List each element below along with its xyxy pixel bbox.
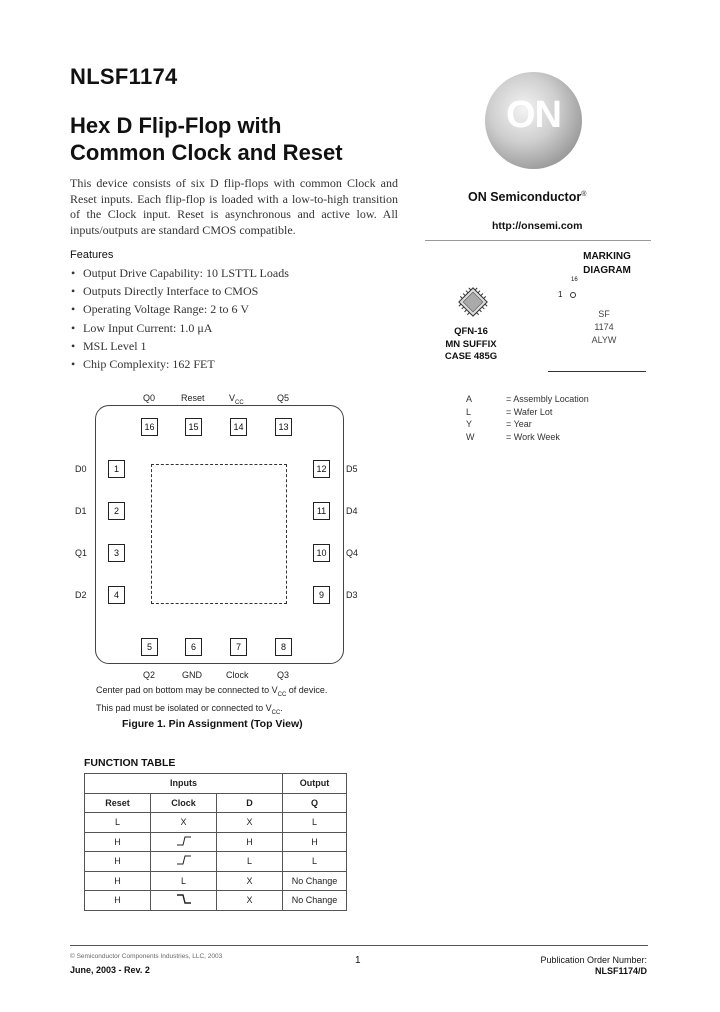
pin-8: 8 xyxy=(275,638,292,656)
table-row xyxy=(85,832,347,852)
pin-15: 15 xyxy=(185,418,202,436)
table-cell: No Change xyxy=(283,891,347,911)
table-cell: H xyxy=(217,832,283,852)
document-title-line2: Common Clock and Reset xyxy=(70,140,343,165)
legend-row: A = Assembly Location xyxy=(466,394,589,404)
legend-row: L = Wafer Lot xyxy=(466,406,553,417)
publication-label: Publication Order Number: xyxy=(540,955,647,965)
brand-url-link[interactable]: http://onsemi.com xyxy=(492,220,583,232)
table-cell: X xyxy=(217,871,283,891)
table-cell: H xyxy=(85,832,151,852)
table-column-header xyxy=(85,793,347,813)
column-header: Clock xyxy=(151,793,217,813)
divider xyxy=(548,371,646,372)
table-row xyxy=(85,813,347,833)
feature-item: • Outputs Directly Interface to CMOS xyxy=(71,284,259,299)
pin-label-bottom: Q2 xyxy=(143,670,156,680)
pin-label-right: D3 xyxy=(346,590,358,600)
table-cell: L xyxy=(151,871,217,891)
pin-5: 5 xyxy=(141,638,158,656)
feature-item: • Output Drive Capability: 10 LSTTL Loads xyxy=(71,266,289,280)
page-number: 1 xyxy=(355,955,361,966)
pin-label-bottom: GND xyxy=(182,670,202,680)
center-pad xyxy=(151,464,287,604)
on-logo-text: ON xyxy=(506,94,561,136)
table-cell: H xyxy=(85,891,151,911)
table-cell: L xyxy=(283,852,347,872)
table-cell: X xyxy=(217,891,283,911)
footer-divider xyxy=(70,945,648,946)
table-row xyxy=(85,891,347,911)
pin-label-right: D5 xyxy=(346,464,358,474)
pin1-indicator-icon xyxy=(570,292,576,298)
marking-text: SF 1174 ALYW xyxy=(591,309,617,345)
pin-label-bottom: Clock xyxy=(226,670,249,680)
table-cell: H xyxy=(85,852,151,872)
rising-edge-icon xyxy=(151,832,217,852)
features-heading: Features xyxy=(70,249,114,261)
table-cell: X xyxy=(217,813,283,833)
footer-copyright: © Semiconductor Components Industries, LLC, 2003 xyxy=(70,953,223,960)
pin-4: 4 xyxy=(108,586,125,604)
publication-number: NLSF1174/D xyxy=(594,966,647,976)
marking-legend xyxy=(466,393,589,443)
pin-6: 6 xyxy=(185,638,202,656)
pin-label-left: D1 xyxy=(75,506,87,516)
pin-14: 14 xyxy=(230,418,247,436)
package-info: QFN-16 MN SUFFIX CASE 485G xyxy=(444,326,498,362)
table-cell: L xyxy=(217,852,283,872)
feature-item: • Operating Voltage Range: 2 to 6 V xyxy=(71,302,249,317)
pin-label-bottom: Q3 xyxy=(277,670,290,680)
pin-7: 7 xyxy=(230,638,247,656)
intro-paragraph: This device consists of six D flip-flops with common Clock and Reset inputs. Each flip-flop is loaded with a low-to-high transition of the Clock input. Reset is asynchronous and active low. All inputs/outputs are standard CMOS compatible. xyxy=(70,176,398,237)
marking-pin16-label: 16 xyxy=(571,277,578,283)
feature-item: • Chip Complexity: 162 FET xyxy=(71,357,215,372)
feature-item: • Low Input Current: 1.0 μA xyxy=(71,320,213,335)
marking-diagram-heading: MARKING DIAGRAM xyxy=(583,251,631,276)
footer-date: June, 2003 - Rev. 2 xyxy=(70,965,150,975)
table-cell: No Change xyxy=(283,871,347,891)
pin-label-left: D2 xyxy=(75,590,87,600)
table-row xyxy=(85,871,347,891)
pin-label-top: Reset xyxy=(181,393,205,403)
pin-11: 11 xyxy=(313,502,330,520)
marking-pin1-label: 1 xyxy=(558,290,563,299)
falling-edge-icon xyxy=(151,891,217,911)
feature-list xyxy=(70,264,289,373)
legend-row: Y = Year xyxy=(466,419,532,429)
feature-item: • MSL Level 1 xyxy=(71,338,147,353)
pin-2: 2 xyxy=(108,502,125,520)
table-row xyxy=(85,852,347,872)
pin-12: 12 xyxy=(313,460,330,478)
pin-label-top: Q5 xyxy=(277,393,290,403)
pin-label-left: Q1 xyxy=(75,548,88,558)
center-pad-note: Center pad on bottom may be connected to $V_{CC}$ of device. This pad must be isolated or connected to $V_{CC}$. xyxy=(96,685,328,717)
pin-9: 9 xyxy=(313,586,330,604)
table-cell: H xyxy=(283,832,347,852)
document-title-line1: Hex D Flip-Flop with xyxy=(70,113,282,138)
output-group-header: Output xyxy=(283,774,347,794)
part-number: NLSF1174 xyxy=(70,64,178,89)
pin-label-right: Q4 xyxy=(346,548,359,558)
pin-label-right: D4 xyxy=(346,506,358,516)
legend-row: W = Work Week xyxy=(466,431,560,442)
column-header: D xyxy=(217,793,283,813)
pin-label-vcc: $V_{CC}$ xyxy=(229,393,244,406)
pin-3: 3 xyxy=(108,544,125,562)
divider xyxy=(425,240,651,241)
column-header: Q xyxy=(283,793,347,813)
pin-label-left: D0 xyxy=(75,464,87,474)
function-table-title: FUNCTION TABLE xyxy=(84,757,176,769)
column-header: Reset xyxy=(85,793,151,813)
table-cell: L xyxy=(85,813,151,833)
inputs-group-header: Inputs xyxy=(85,774,283,794)
pin-label-top: Q0 xyxy=(143,393,156,403)
table-cell: H xyxy=(85,871,151,891)
pin-10: 10 xyxy=(313,544,330,562)
table-group-header xyxy=(85,774,347,794)
pin-13: 13 xyxy=(275,418,292,436)
pin-16: 16 xyxy=(141,418,158,436)
figure-caption: Figure 1. Pin Assignment (Top View) xyxy=(122,718,303,730)
brand-name: ON Semiconductor® xyxy=(468,190,587,204)
table-cell: L xyxy=(283,813,347,833)
table-cell: X xyxy=(151,813,217,833)
function-table xyxy=(84,773,347,911)
pin-1: 1 xyxy=(108,460,125,478)
rising-edge-icon xyxy=(151,852,217,872)
qfn-package-icon xyxy=(455,284,491,320)
